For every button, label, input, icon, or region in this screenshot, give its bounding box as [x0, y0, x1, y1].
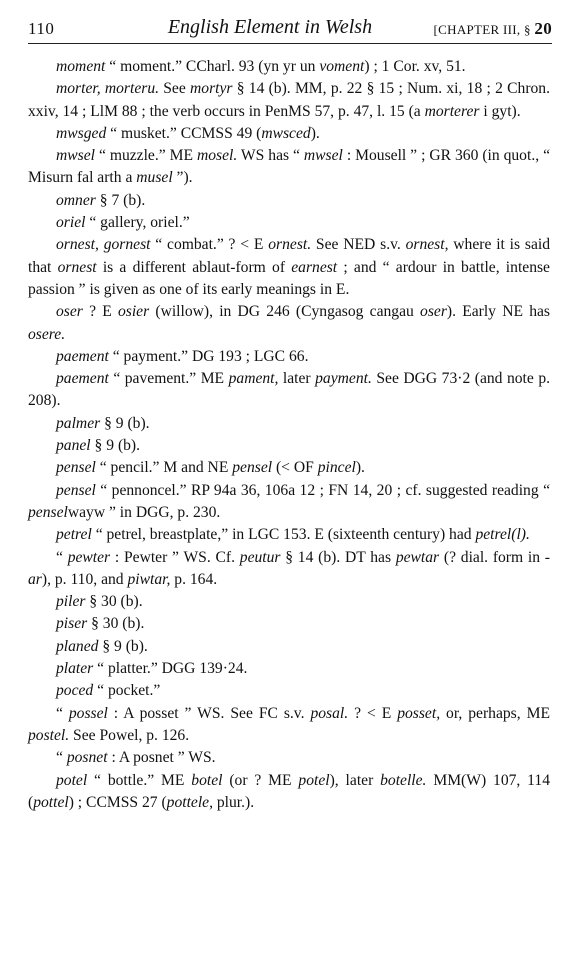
glossary-entry	[28, 524, 550, 546]
italic-term: earnest	[291, 258, 338, 276]
italic-term: botelle.	[380, 771, 427, 789]
glossary-entry	[28, 56, 550, 78]
entry-text: WS has “	[237, 147, 304, 165]
entry-text: § 9 (b).	[100, 414, 150, 432]
entry-text: ) ; 1 Cor. xv, 51.	[364, 58, 466, 75]
entry-text: “ payment.” DG 193 ; LGC 66.	[108, 347, 309, 365]
italic-term: poced	[56, 682, 94, 700]
entry-text: ). Early NE has	[446, 303, 550, 321]
entry-text: “	[56, 749, 67, 767]
italic-term: osier	[117, 303, 150, 321]
italic-term: mwsced	[261, 124, 311, 142]
italic-term: ornest, gornest	[56, 236, 151, 254]
italic-term: paement	[56, 370, 109, 388]
entry-text: (willow), in DG 246 (Cyngasog cangau	[149, 303, 421, 321]
italic-term: posal.	[310, 704, 349, 722]
italic-term: omner	[56, 191, 96, 209]
italic-term: moment	[56, 58, 106, 75]
entry-text: or, perhaps, ME	[440, 704, 550, 722]
entry-text: : A posnet ” WS.	[107, 749, 216, 767]
glossary-entry	[28, 435, 550, 457]
italic-term: voment	[319, 58, 365, 75]
entry-text: i gyt).	[479, 102, 521, 120]
italic-term: oser	[56, 303, 83, 321]
entry-text: p. 164.	[170, 570, 218, 588]
entry-text: ; and “ ardour in battle, intense passion ” is given as one of its early meanings in E.	[28, 258, 550, 298]
italic-term: planed	[56, 637, 99, 655]
italic-term: botel	[191, 771, 223, 789]
italic-term: pincel	[317, 459, 356, 477]
entry-text: “ petrel, breastplate,” in LGC 153. E (sixteenth century) had	[91, 526, 476, 544]
glossary-entry	[28, 680, 550, 702]
italic-term: ornest,	[405, 236, 449, 254]
italic-term: mosel.	[196, 147, 238, 165]
italic-term: pottel	[33, 793, 69, 811]
italic-term: morter, morteru.	[56, 80, 160, 98]
entry-text: ).	[355, 459, 365, 477]
entry-text: ? < E	[348, 704, 398, 722]
glossary-entry	[28, 636, 550, 658]
italic-term: paement	[56, 347, 109, 365]
entry-text: “ muzzle.” ME	[94, 147, 197, 165]
italic-term: peutur	[239, 548, 281, 566]
page-header	[28, 10, 552, 44]
entry-text: “ pennoncel.” RP 94a 36, 106a 12 ; FN 14, 20 ; cf. suggested reading “	[95, 481, 550, 499]
entry-text: plur.).	[212, 793, 255, 811]
italic-term: potel	[298, 771, 330, 789]
glossary-entry	[28, 658, 550, 680]
italic-term: pensel	[56, 459, 96, 477]
chapter-prefix: [CHAPTER III, §	[433, 22, 535, 37]
entry-text: ? E	[82, 303, 118, 321]
entry-text: See	[159, 80, 191, 98]
italic-term: -ar	[28, 548, 550, 588]
entry-text: : Mousell ” ; GR 360 (in quot., “ Misurn fal arth a	[28, 147, 550, 187]
italic-term: plater	[56, 660, 94, 678]
entry-text: is a different ablaut-form of	[96, 258, 292, 276]
italic-term: morterer	[424, 102, 480, 120]
italic-term: mwsged	[56, 124, 107, 142]
glossary-body	[28, 56, 550, 814]
entry-text: § 9 (b).	[90, 437, 141, 455]
entry-text: § 14 (b). MM, p. 22 § 15 ; Num. xi, 18 ; 2 Chron. xxiv, 14 ; LlM 88 ; the verb occurs in PenMS 57, p. 47, l. 15 (a	[28, 80, 551, 120]
italic-term: pensel	[28, 503, 68, 521]
glossary-entry	[28, 301, 550, 346]
entry-text: See NED s.v.	[311, 236, 406, 254]
entry-text: (? dial. form in	[439, 548, 545, 566]
entry-text: § 7 (b).	[95, 191, 146, 209]
italic-term: petrel	[56, 526, 92, 544]
glossary-entry	[28, 368, 550, 413]
glossary-entry	[28, 212, 550, 234]
entry-text: “ pavement.” ME	[108, 370, 229, 388]
entry-text: § 30 (b).	[85, 593, 143, 611]
italic-term: pensel	[232, 459, 273, 477]
entry-text: ).	[310, 124, 320, 142]
entry-text: § 14 (b). DT has	[280, 548, 396, 566]
glossary-entry	[28, 78, 550, 123]
entry-text: wayw ” in DGG, p. 230.	[67, 503, 221, 521]
italic-term: oser	[420, 303, 447, 321]
italic-term: mwsel	[303, 147, 343, 165]
italic-term: oriel	[56, 214, 86, 232]
entry-text: (or ? ME	[222, 771, 299, 789]
italic-term: piser	[56, 615, 88, 633]
italic-term: ornest.	[268, 236, 312, 254]
entry-text: later	[278, 370, 316, 388]
italic-term: posset,	[397, 704, 441, 722]
italic-term: mwsel	[56, 147, 95, 165]
entry-text: § 30 (b).	[87, 615, 145, 633]
entry-text: “	[56, 548, 68, 566]
italic-term: panel	[56, 437, 91, 455]
glossary-entry	[28, 145, 550, 190]
glossary-entry	[28, 547, 550, 592]
entry-text: “ pencil.” M and NE	[95, 459, 233, 477]
italic-term: possel	[68, 704, 108, 722]
glossary-entry	[28, 591, 550, 613]
entry-text: ), later	[329, 771, 381, 789]
italic-term: petrel(l).	[475, 526, 530, 544]
entry-text: ) ; CCMSS 27 (	[68, 793, 167, 811]
glossary-entry	[28, 480, 550, 525]
entry-text: “	[56, 704, 69, 722]
entry-text: § 9 (b).	[98, 637, 148, 655]
italic-term: osere.	[28, 325, 66, 343]
italic-term: pottele,	[166, 793, 213, 811]
entry-text: ), p. 110, and	[41, 570, 128, 588]
glossary-entry	[28, 190, 550, 212]
italic-term: piler	[56, 593, 86, 611]
italic-term: mortyr	[190, 80, 233, 98]
glossary-entry	[28, 457, 550, 479]
entry-text: See Powel, p. 126.	[69, 726, 190, 744]
glossary-entry	[28, 413, 550, 435]
section-number: 20	[534, 19, 552, 38]
italic-term: payment.	[315, 370, 372, 388]
glossary-entry	[28, 703, 550, 748]
entry-text: : Pewter ” WS. Cf.	[110, 548, 240, 566]
glossary-entry	[28, 613, 550, 635]
italic-term: piwtar,	[127, 570, 171, 588]
page-number: 110	[28, 19, 55, 38]
glossary-entry	[28, 770, 550, 815]
entry-text: (< OF	[272, 459, 318, 477]
glossary-entry	[28, 346, 550, 368]
italic-term: ornest	[57, 258, 97, 276]
italic-term: musel	[136, 169, 173, 187]
italic-term: palmer	[56, 414, 101, 432]
italic-term: posnet	[66, 749, 108, 767]
running-title: English Element in Welsh	[167, 16, 373, 38]
entry-text: “ moment.” CCharl. 93 (yn yr un	[105, 58, 320, 75]
entry-text: “ pocket.”	[93, 682, 161, 700]
italic-term: pament,	[228, 370, 279, 388]
entry-text: See DGG 73·2 (and note p. 208).	[28, 370, 551, 410]
glossary-entry	[28, 123, 550, 145]
entry-text: “ bottle.” ME	[87, 771, 192, 789]
italic-term: pensel	[56, 481, 96, 499]
entry-text: MM(W) 107, 114 (	[28, 771, 550, 811]
glossary-entry	[28, 747, 550, 769]
glossary-entry	[28, 234, 550, 301]
entry-text: ”).	[172, 169, 193, 187]
entry-text: “ musket.” CCMSS 49 (	[106, 124, 262, 142]
italic-term: postel.	[28, 726, 70, 744]
italic-term: pewter	[67, 548, 111, 566]
italic-term: potel	[56, 771, 88, 789]
entry-text: : A posset ” WS. See FC s.v.	[107, 704, 311, 722]
entry-text: “ platter.” DGG 139·24.	[93, 660, 248, 678]
entry-text: “ combat.” ? < E	[150, 236, 269, 254]
chapter-reference	[434, 19, 552, 39]
italic-term: pewtar	[395, 548, 440, 566]
entry-text: “ gallery, oriel.”	[85, 214, 190, 232]
entry-text: where it is said that	[28, 236, 551, 276]
